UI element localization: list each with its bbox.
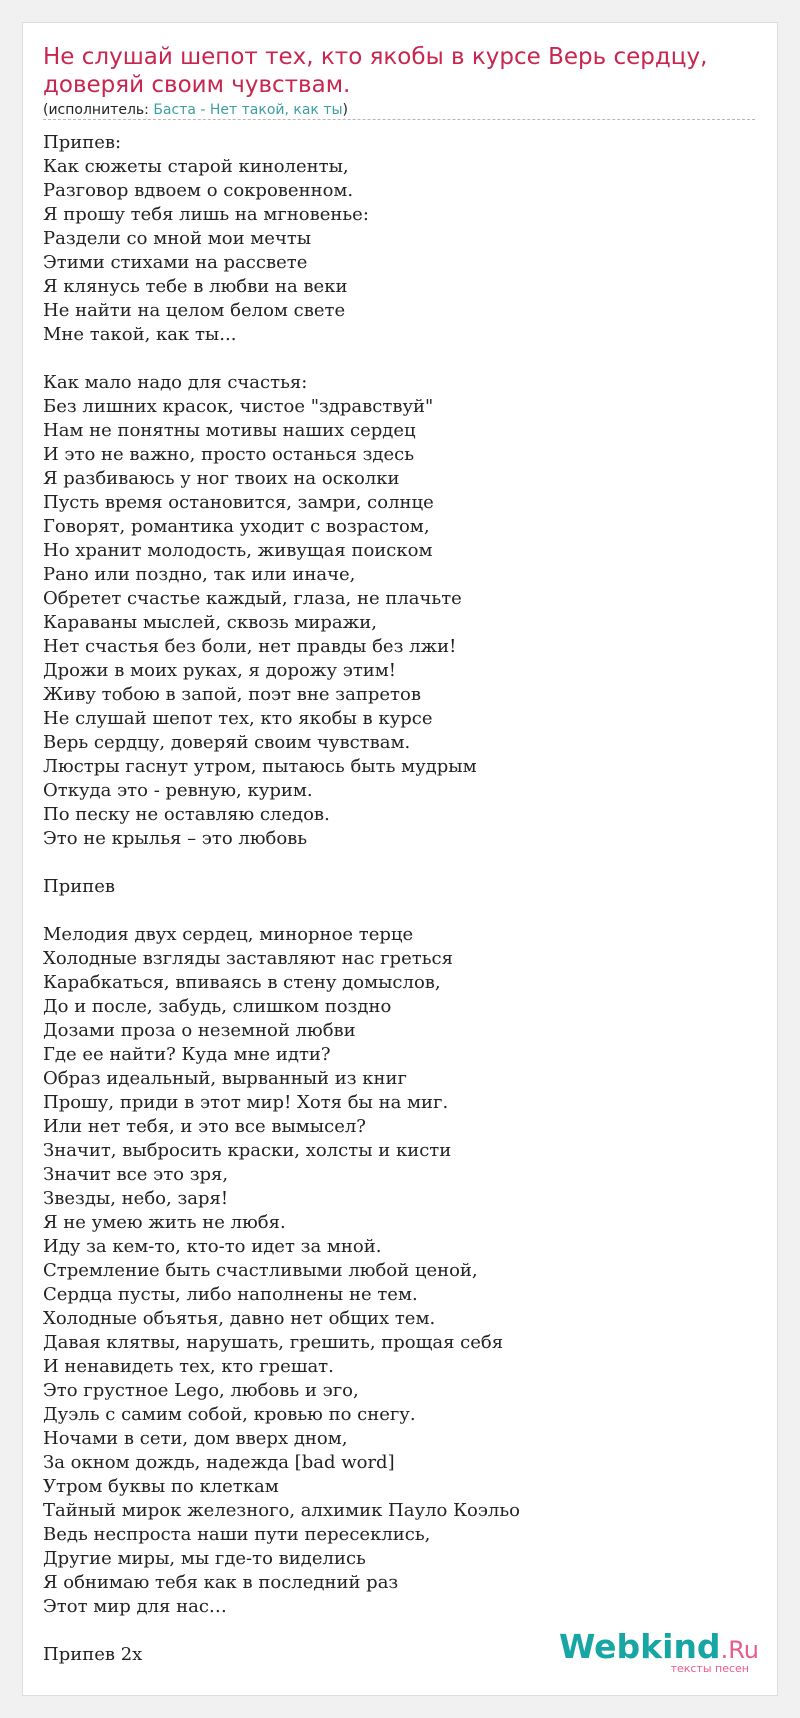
lyrics-card (22, 22, 778, 1696)
logo-tagline: тексты песен (670, 1662, 749, 1675)
artist-line (43, 101, 348, 119)
page-title: Не слушай шепот тех, кто якобы в курсе Верь сердцу, доверяй своим чувствам. (43, 44, 708, 98)
site-logo[interactable] (559, 1629, 759, 1677)
lyrics-text: Припев: Как сюжеты старой киноленты, Разговор вдвоем о сокровенном. Я прошу тебя лишь на мгновенье: Раздели со мной мои мечты Этими стихами на рассвете Я клянусь тебе в любви на веки Не найти на целом белом свете Мне такой, как ты... Как мало надо для счастья: Без лишних красок, чистое "здравствуй" Нам не понятны мотивы наших сердец И это не важно, просто останься здесь Я разбиваюсь у ног твоих на осколки Пусть время остановится, замри, солнце Говорят, романтика уходит с возрастом, Но хранит молодость, живущая поиском Рано или поздно, так или иначе, Обретет счастье каждый, глаза, не плачьте Караваны мыслей, сквозь миражи, Нет счастья без боли, нет правды без лжи! Дрожи в моих руках, я дорожу этим! Живу тобою в запой, поэт вне запретов Не слушай шепот тех, кто якобы в курсе Верь сердцу, доверяй своим чувствам. Люстры гаснут утром, пытаюсь быть мудрым Откуда это - ревную, курим. По песку не оставляю следов. Это не крылья – это любовь Припев Мелодия двух сердец, минорное терце Холодные взгляды заставляют нас греться Карабкаться, впиваясь в стену домыслов, До и после, забудь, слишком поздно Дозами проза о неземной любви Где ее найти? Куда мне идти? Образ идеальный, вырванный из книг Прошу, приди в этот мир! Хотя бы на миг. Или нет тебя, и это все вымысел? Значит, выбросить краски, холсты и кисти Значит все это зря, Звезды, небо, заря! Я не умею жить не любя. Иду за кем-то, кто-то идет за мной. Стремление быть счастливыми любой ценой, Сердца пусты, либо наполнены не тем. Холодные объятья, давно нет общих тем. Давая клятвы, нарушать, грешить, прощая себя И ненавидеть тех, кто грешат. Это грустное Lego, любовь и эго, Дуэль с самим собой, кровью по снегу. Ночами в сети, дом вверх дном, За окном дождь, надежда [bad word] Утром буквы по клеткам Тайный мирок железного, алхимик Пауло Коэльо Ведь неспроста наши пути пересеклись, Другие миры, мы где-то виделись Я обнимаю тебя как в последний раз Этот мир для нас… Припев 2x (43, 132, 520, 1665)
artist-link[interactable]: Баста - Нет такой, как ты (153, 102, 343, 118)
dashed-divider (43, 119, 755, 120)
artist-suffix: ) (342, 102, 348, 118)
artist-prefix: (исполнитель: (43, 102, 154, 118)
logo-word: Webkind (558, 1627, 721, 1666)
logo-tld: .Ru (720, 1636, 759, 1664)
